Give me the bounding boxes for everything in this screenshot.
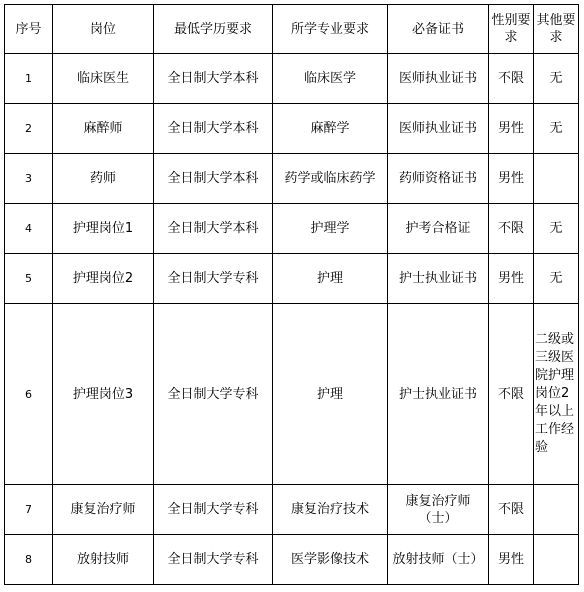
header-row xyxy=(5,5,579,54)
cell-position: 护理岗位1 xyxy=(53,204,154,254)
cell-gender: 不限 xyxy=(489,204,534,254)
cell-no: 8 xyxy=(5,535,53,585)
cell-major: 护理 xyxy=(273,254,388,304)
table-row xyxy=(5,54,579,104)
cell-other: 无 xyxy=(534,204,579,254)
header-no: 序号 xyxy=(5,5,53,54)
cell-no: 6 xyxy=(5,304,53,485)
cell-no: 5 xyxy=(5,254,53,304)
cell-major: 药学或临床药学 xyxy=(273,154,388,204)
cell-major: 护理 xyxy=(273,304,388,485)
cell-other: 无 xyxy=(534,104,579,154)
cell-certificate: 医师执业证书 xyxy=(388,104,489,154)
cell-certificate: 放射技师（士） xyxy=(388,535,489,585)
cell-position: 药师 xyxy=(53,154,154,204)
cell-gender: 男性 xyxy=(489,154,534,204)
cell-education: 全日制大学本科 xyxy=(154,54,273,104)
cell-no: 2 xyxy=(5,104,53,154)
cell-education: 全日制大学专科 xyxy=(154,254,273,304)
cell-major: 护理学 xyxy=(273,204,388,254)
cell-education: 全日制大学本科 xyxy=(154,154,273,204)
cell-other xyxy=(534,154,579,204)
cell-certificate: 医师执业证书 xyxy=(388,54,489,104)
cell-certificate: 护士执业证书 xyxy=(388,304,489,485)
table-row xyxy=(5,204,579,254)
cell-education: 全日制大学本科 xyxy=(154,204,273,254)
cell-education: 全日制大学专科 xyxy=(154,535,273,585)
header-other: 其他要求 xyxy=(534,5,579,54)
cell-gender: 男性 xyxy=(489,254,534,304)
cell-major: 临床医学 xyxy=(273,54,388,104)
cell-no: 7 xyxy=(5,485,53,535)
cell-position: 康复治疗师 xyxy=(53,485,154,535)
table-row xyxy=(5,304,579,485)
cell-certificate: 护考合格证 xyxy=(388,204,489,254)
cell-position: 临床医生 xyxy=(53,54,154,104)
table-row xyxy=(5,485,579,535)
cell-certificate: 护士执业证书 xyxy=(388,254,489,304)
cell-education: 全日制大学本科 xyxy=(154,104,273,154)
cell-certificate: 康复治疗师（士） xyxy=(388,485,489,535)
table-row xyxy=(5,254,579,304)
header-position: 岗位 xyxy=(53,5,154,54)
header-certificate: 必备证书 xyxy=(388,5,489,54)
cell-gender: 男性 xyxy=(489,535,534,585)
cell-gender: 男性 xyxy=(489,104,534,154)
cell-major: 麻醉学 xyxy=(273,104,388,154)
cell-other: 无 xyxy=(534,54,579,104)
cell-certificate: 药师资格证书 xyxy=(388,154,489,204)
table-row xyxy=(5,154,579,204)
table-row xyxy=(5,535,579,585)
cell-major: 康复治疗技术 xyxy=(273,485,388,535)
cell-gender: 不限 xyxy=(489,304,534,485)
cell-no: 3 xyxy=(5,154,53,204)
cell-other xyxy=(534,485,579,535)
cell-major: 医学影像技术 xyxy=(273,535,388,585)
header-education: 最低学历要求 xyxy=(154,5,273,54)
cell-no: 1 xyxy=(5,54,53,104)
cell-other: 无 xyxy=(534,254,579,304)
cell-position: 放射技师 xyxy=(53,535,154,585)
cell-gender: 不限 xyxy=(489,54,534,104)
cell-education: 全日制大学专科 xyxy=(154,485,273,535)
cell-position: 护理岗位3 xyxy=(53,304,154,485)
header-major: 所学专业要求 xyxy=(273,5,388,54)
cell-position: 护理岗位2 xyxy=(53,254,154,304)
recruitment-table xyxy=(4,4,579,585)
cell-position: 麻醉师 xyxy=(53,104,154,154)
cell-other: 二级或三级医院护理岗位2年以上工作经验 xyxy=(534,304,579,485)
cell-no: 4 xyxy=(5,204,53,254)
header-gender: 性别要求 xyxy=(489,5,534,54)
cell-other xyxy=(534,535,579,585)
cell-education: 全日制大学专科 xyxy=(154,304,273,485)
table-row xyxy=(5,104,579,154)
cell-gender: 不限 xyxy=(489,485,534,535)
